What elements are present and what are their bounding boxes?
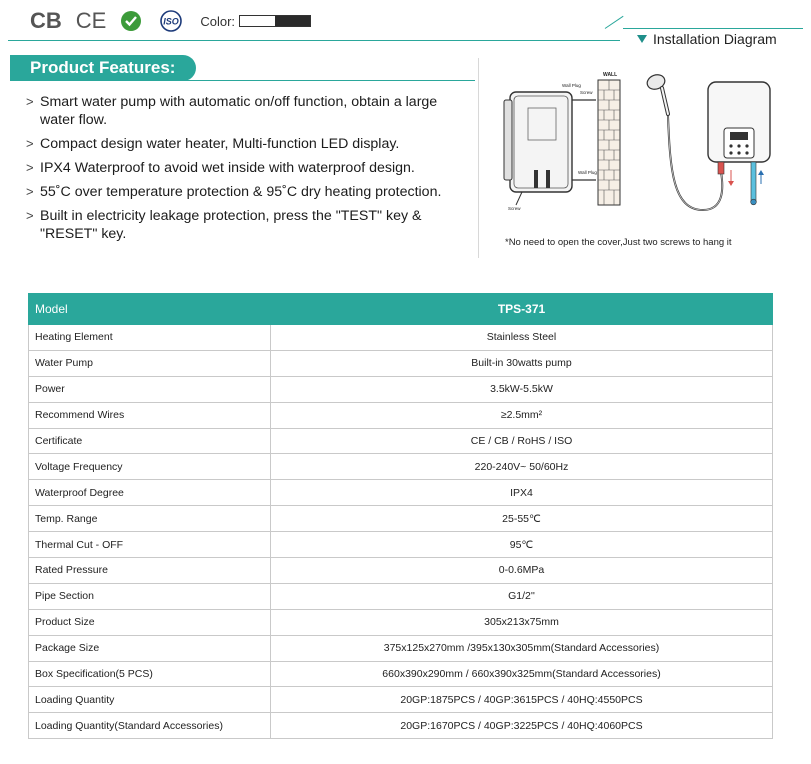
spec-key: Pipe Section <box>29 583 271 609</box>
spec-value: 660x390x290mm / 660x390x325mm(Standard Accessories) <box>271 661 773 687</box>
color-swatch <box>239 15 311 27</box>
spec-value: 25-55℃ <box>271 506 773 532</box>
chevron-right-icon: > <box>26 160 34 175</box>
feature-item <box>26 135 466 153</box>
color-label: Color: <box>200 13 236 29</box>
spec-key: Water Pump <box>29 350 271 376</box>
cb-mark: CB <box>30 8 62 33</box>
wall-plug-label: Wall Plug <box>578 170 597 175</box>
feature-item <box>26 93 466 129</box>
shower-head-icon <box>645 72 668 114</box>
spec-key: Box Specification(5 PCS) <box>29 661 271 687</box>
feature-item <box>26 183 466 201</box>
color-swatch-white <box>240 16 275 26</box>
feature-item <box>26 159 466 177</box>
spec-key: Recommend Wires <box>29 402 271 428</box>
feature-text: IPX4 Waterproof to avoid wet inside with waterproof design. <box>40 160 415 176</box>
rohs-badge-icon <box>120 10 142 32</box>
spec-key: Loading Quantity <box>29 687 271 713</box>
wall-plug-label: Wall Plug <box>562 83 581 88</box>
spec-value: ≥2.5mm² <box>271 402 773 428</box>
table-row <box>29 687 773 713</box>
spec-value: 20GP:1875PCS / 40GP:3615PCS / 40HQ:4550PCS <box>271 687 773 713</box>
wall-label: WALL <box>603 72 618 78</box>
spec-value: IPX4 <box>271 480 773 506</box>
spec-key: Voltage Frequency <box>29 454 271 480</box>
table-row <box>29 506 773 532</box>
spec-key: Heating Element <box>29 325 271 351</box>
table-row <box>29 713 773 739</box>
top-divider-right <box>623 28 803 29</box>
section-divider <box>478 58 479 258</box>
table-row <box>29 376 773 402</box>
heater-back-view <box>504 92 572 192</box>
brick-wall <box>598 80 620 205</box>
ce-mark: CE <box>75 8 107 33</box>
installation-diagram-title: Installation Diagram <box>653 31 777 47</box>
table-row <box>29 635 773 661</box>
screw-label: Screw <box>508 206 521 211</box>
spec-key: Power <box>29 376 271 402</box>
certification-bar <box>30 9 311 33</box>
top-divider-slant <box>605 16 624 29</box>
spec-value: 220-240V~ 50/60Hz <box>271 454 773 480</box>
chevron-right-icon: > <box>26 94 34 109</box>
table-header-row <box>29 294 773 325</box>
product-features-title: Product Features: <box>10 55 196 81</box>
table-row <box>29 454 773 480</box>
top-divider <box>8 40 620 41</box>
spec-value: 0-0.6MPa <box>271 558 773 584</box>
features-divider <box>10 80 475 81</box>
spec-key: Waterproof Degree <box>29 480 271 506</box>
iso-text: ISO <box>163 16 180 27</box>
color-swatch-black <box>275 16 310 26</box>
installation-note: *No need to open the cover,Just two screws to hang it <box>505 237 732 248</box>
water-pipes <box>718 162 756 205</box>
spec-value: G1/2'' <box>271 583 773 609</box>
table-row <box>29 661 773 687</box>
table-row <box>29 402 773 428</box>
installation-diagram-heading <box>637 31 777 47</box>
triangle-down-icon <box>637 35 647 43</box>
table-row <box>29 609 773 635</box>
spec-key: Package Size <box>29 635 271 661</box>
table-row <box>29 583 773 609</box>
spec-key: Certificate <box>29 428 271 454</box>
spec-value: 3.5kW-5.5kW <box>271 376 773 402</box>
spec-value: 95℃ <box>271 532 773 558</box>
chevron-right-icon: > <box>26 208 34 223</box>
heater-front-view <box>708 82 770 162</box>
water-flow-arrows <box>728 170 764 186</box>
spec-key: Thermal Cut - OFF <box>29 532 271 558</box>
feature-text: Built in electricity leakage protection, press the "TEST" key & "RESET" key. <box>40 208 422 242</box>
table-row <box>29 558 773 584</box>
feature-item <box>26 207 466 243</box>
table-row <box>29 428 773 454</box>
spec-value: Stainless Steel <box>271 325 773 351</box>
feature-text: 55˚C over temperature protection & 95˚C dry heating protection. <box>40 184 442 200</box>
spec-value: 305x213x75mm <box>271 609 773 635</box>
spec-key: Loading Quantity(Standard Accessories) <box>29 713 271 739</box>
table-row <box>29 350 773 376</box>
table-row <box>29 325 773 351</box>
table-row <box>29 532 773 558</box>
feature-text: Compact design water heater, Multi-function LED display. <box>40 136 400 152</box>
spec-value: 375x125x270mm /395x130x305mm(Standard Accessories) <box>271 635 773 661</box>
spec-key: Temp. Range <box>29 506 271 532</box>
spec-value: CE / CB / RoHS / ISO <box>271 428 773 454</box>
header-key-cell: Model <box>29 294 271 325</box>
spec-table <box>28 293 773 739</box>
header-model-cell: TPS-371 <box>271 294 773 325</box>
feature-list <box>26 93 466 249</box>
spec-value: 20GP:1670PCS / 40GP:3225PCS / 40HQ:4060PCS <box>271 713 773 739</box>
spec-key: Rated Pressure <box>29 558 271 584</box>
feature-text: Smart water pump with automatic on/off function, obtain a large water flow. <box>40 94 438 128</box>
installation-diagram <box>498 60 788 230</box>
screw-label: Screw <box>580 90 593 95</box>
spec-key: Product Size <box>29 609 271 635</box>
table-row <box>29 480 773 506</box>
chevron-right-icon: > <box>26 184 34 199</box>
chevron-right-icon: > <box>26 136 34 151</box>
spec-value: Built-in 30watts pump <box>271 350 773 376</box>
iso-badge-icon <box>156 10 186 32</box>
